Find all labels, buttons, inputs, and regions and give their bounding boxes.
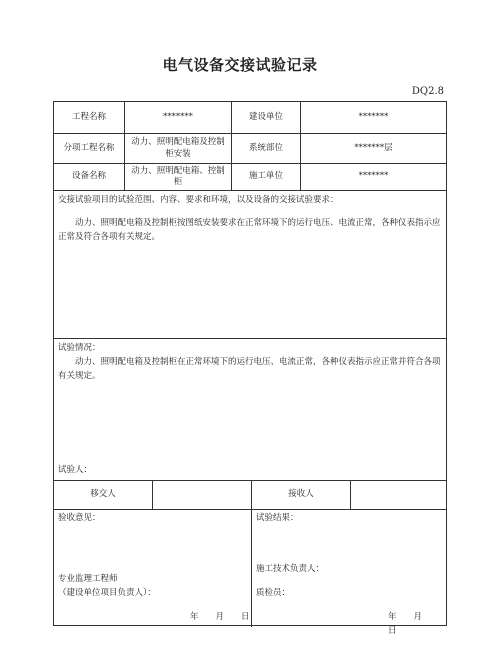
project-name-value: ******* [163,111,193,122]
project-name-label: 工程名称 [71,111,106,122]
row-divider-4 [54,338,446,339]
handover-giver-label: 移交人 [90,489,116,500]
supervisor-label: 专业监理工程师 [58,574,118,584]
acceptance-heading: 验收意见： [58,513,101,523]
owner-unit-value: ******* [358,111,389,122]
bottom-divider [251,509,252,627]
construction-unit-value: ******* [358,171,389,182]
requirements-heading: 交接试验项目的试验范围、内容、要求和环境，以及设备的交接试验要求： [58,195,339,205]
system-location-value: *******层 [354,142,393,153]
result-date: 年 月 日 [388,612,440,636]
handover-giver-value [153,481,251,509]
tester-label: 试验人： [58,465,93,475]
owner-unit-label: 建设单位 [248,111,283,122]
requirements-body: 动力、照明配电箱及控制柜按图纸安装要求在正常环境下的运行电压、电流正常，各种仪表指示应正常及符合各项有关规定。 [58,218,441,242]
sub-project-value: 动力、照明配电箱及控制柜安装 [131,137,225,159]
record-form [53,101,447,636]
tech-lead-label: 施工技术负责人： [256,564,325,574]
inspector-label: 质检员： [256,588,291,598]
sub-project-label: 分项工程名称 [63,142,115,153]
row-divider-3 [54,190,446,191]
acceptance-date: 年 月 日 [190,612,250,622]
handover-receiver-label: 接收人 [288,489,314,500]
equipment-name-value: 动力、照明配电箱、控制柜 [131,165,225,187]
result-heading: 试验结果： [256,513,299,523]
construction-unit-label: 施工单位 [248,171,283,182]
page-title: 电气设备交接试验记录 [162,56,318,74]
row-divider-6 [54,509,446,510]
form-code: DQ2.8 [411,86,444,97]
system-location-label: 系统部位 [248,142,283,153]
situation-heading: 试验情况： [58,343,101,353]
owner-leader-label: （建设单位项目负责人）： [58,588,156,598]
equipment-name-label: 设备名称 [71,171,106,182]
handover-receiver-value [351,481,446,509]
situation-body: 动力、照明配电箱及控制柜在正常环境下的运行电压、电流正常，各种仪表指示应正常并符合各项有关规定。 [58,357,441,381]
